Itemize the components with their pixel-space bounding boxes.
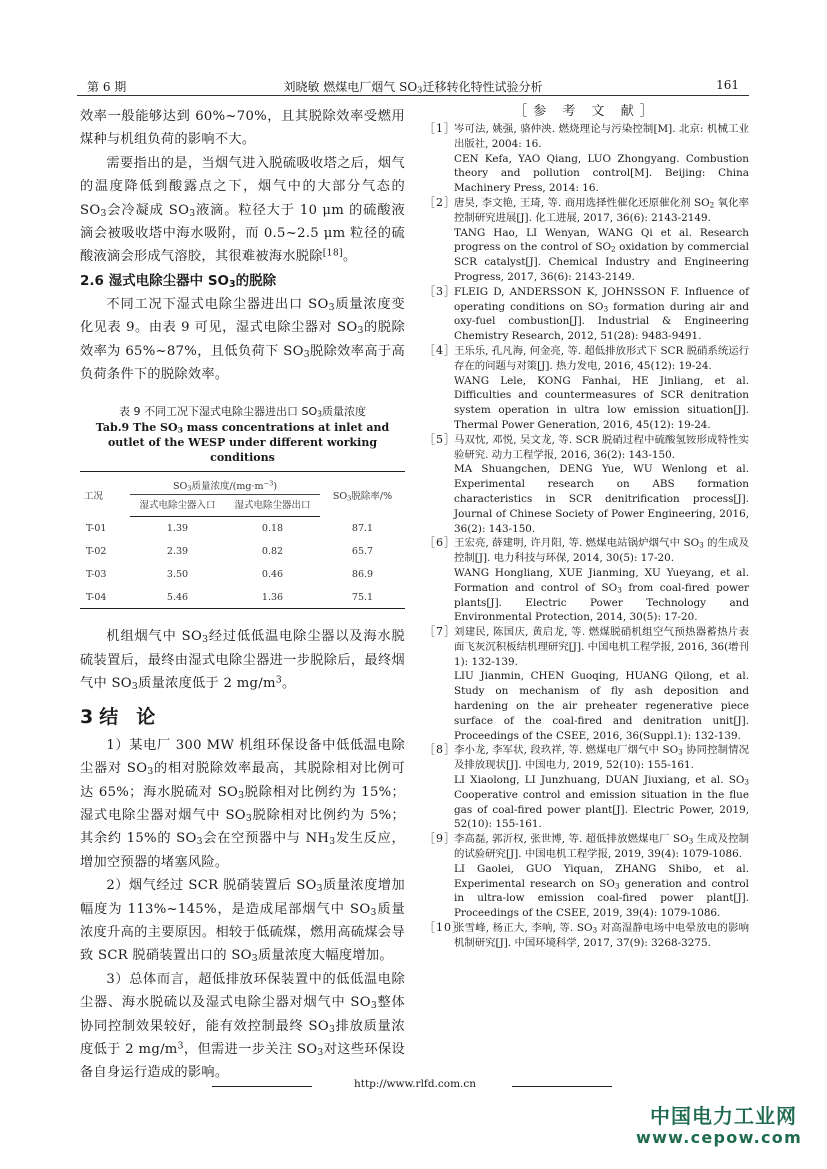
col-header-outlet: 湿式电除尘器出口 [225, 495, 320, 517]
reference-item: ［8］ 李小龙, 李军状, 段玖祥, 等. 燃煤电厂烟气中 $SO_3$ 协同控制情况及排放现状[J]. 中国电力, 2019, 52(10): 155-161. LI Xiaolong, LI Junzhuang, DUAN Jiuxiang, et al. $SO_3$ Cooperative control and emission situation in the flue gas of coal-fired power plant[J]. Electric Power, 2019, 52(10): 155-161. [424, 743, 749, 831]
reference-item: ［3］ FLEIG D, ANDERSSON K, JOHNSSON F. Influence of operating conditions on $SO_3$ formation during air and oxy-fuel combustion[J]. Industrial & Engineering Chemistry Research, 2012, 51(28): 9483-9491. [424, 284, 750, 343]
cell-outlet: 0.18 [261, 523, 284, 535]
watermark-logo-text: 中国电力工业网 [650, 1104, 797, 1128]
references-section [424, 103, 749, 951]
conclusion-2: 2）烟气经过 SCR 脱硝装置后 $SO_3$质量浓度增加幅度为 113%~145%，是造成尾部烟气中 $SO_3$质量浓度升高的主要原因。相较于低硫煤，燃用高硫煤会导致 SCR 脱硝装置出口的 $SO_3$质量浓度大幅度增加。 [80, 878, 405, 965]
col-header-removal: $SO_3$脱除率/% [332, 490, 393, 503]
cell-inlet: 5.46 [166, 591, 189, 603]
left-column [80, 105, 405, 1085]
col-header-inlet: 湿式电除尘器入口 [130, 495, 225, 517]
cell-removal: 75.1 [351, 591, 374, 603]
issue-label: 第 6 期 [87, 80, 127, 94]
cell-inlet: 1.39 [166, 523, 189, 535]
cell-removal: 65.7 [351, 545, 374, 557]
footer-rule-right [512, 1086, 612, 1087]
page-number: 161 [716, 78, 739, 92]
reference-item: ［10］ 张雪峰, 杨正大, 李响, 等. $SO_3$ 对高湿静电场中电晕放电的影响机制研究[J]. 中国环境科学, 2017, 37(9): 3268-3275. [424, 921, 749, 949]
paragraph: 不同工况下湿式电除尘器进出口 $SO_3$质量浓度变化见表 9。由表 9 可见，湿式电除尘器对 $SO_3$的脱除效率为 65%~87%，且低负荷下 $SO_3$脱除效率高于高负荷条件下的脱除效率。 [80, 296, 406, 383]
footer-rule-left [212, 1086, 312, 1087]
cell-condition: T-02 [86, 545, 107, 557]
cell-condition: T-01 [86, 522, 107, 534]
paragraph: 需要指出的是，当烟气进入脱硫吸收塔之后，烟气的温度降低到酸露点之下，烟气中的大部分气态的 $SO_3$会冷凝成 $SO_3$液滴。粒径大于 10 μm 的硫酸液滴会被吸收塔中海水吸附，而 0.5~2.5 μm 粒径的硫酸液滴会形成气溶胶，其很难被海水脱除[18]。 [80, 155, 405, 265]
references-title: ［参 考 文 献］ [514, 104, 659, 119]
reference-item: ［1］ 岑可法, 姚强, 骆仲泱. 燃烧理论与污染控制[M]. 北京: 机械工业出版社, 2004: 16. CEN Kefa, YAO Qiang, LUO Zhongyang. Combustion theory and pollution control[M]. Beijing: China Machinery Press, 2014: 16. [424, 122, 749, 195]
reference-item: ［7］ 刘建民, 陈国庆, 黄启龙, 等. 燃煤脱硝机组空气预热器蓄热片表面飞灰沉积板结机理研究[J]. 中国电机工程学报, 2016, 36(增刊 1): 132-139. LIU Jianmin, CHEN Guoqing, HUANG Qilong, et al. Study on mechanism of fly ash deposition and hardening on the air preheater regenerative piece surface of the coal-fired and denitration unit[J]. Proceedings of the CSEE, 2016, 36(Suppl.1): 132-139. [424, 625, 749, 742]
reference-item: ［6］ 王宏亮, 薛建明, 许月阳, 等. 燃煤电站锅炉烟气中 $SO_3$ 的生成及控制[J]. 电力科技与环保, 2014, 30(5): 17-20. WANG Hongliang, XUE Jianming, XU Yueyang, et al. Formation and control of $SO_3$ from coal-fired power plants[J]. Electric Power Technology and Environmental Protection, 2014, 30(5): 17-20. [424, 536, 749, 624]
table-row [80, 517, 405, 540]
table-row [80, 563, 405, 586]
paragraph: 效率一般能够达到 60%~70%，且其脱除效率受燃用煤种与机组负荷的影响不大。 [80, 109, 405, 148]
reference-item: ［9］ 李高磊, 郭沂权, 张世博, 等. 超低排放燃煤电厂 $SO_3$ 生成及控制的试验研究[J]. 中国电机工程学报, 2019, 39(4): 1079-1086. LI Gaolei, GUO Yiquan, ZHANG Shibo, et al. Experimental research on $SO_3$ generation and control in ultra-low emission coal-fired power plant[J]. Proceedings of the CSEE, 2019, 39(4): 1079-1086. [424, 832, 749, 920]
data-table [80, 471, 405, 609]
running-title: 刘晓敏 燃煤电厂烟气 $SO_3$迁移转化特性试验分析 [283, 80, 543, 95]
table-caption-en: Tab.9 The $SO_3$ mass concentrations at inlet and outlet of the WESP under different working conditions [95, 421, 390, 465]
footer-url[interactable]: http://www.rlfd.com.cn [353, 1078, 477, 1090]
citation: [18] [322, 247, 343, 259]
col-group-header: $SO_3$质量浓度$/(mg\cdot m^{-3})$ [130, 472, 320, 495]
paragraph: 机组烟气中 $SO_3$经过低低温电除尘器以及海水脱硫装置后，最终由湿式电除尘器进一步脱除后，最终烟气中 $SO_3$质量浓度低于 2 $mg/m^3$。 [80, 629, 406, 693]
cell-removal: 87.1 [351, 522, 374, 534]
cell-outlet: 0.82 [261, 545, 284, 557]
cell-removal: 86.9 [351, 568, 374, 580]
cell-condition: T-03 [86, 568, 107, 580]
section-heading-3: 3 结论 [80, 705, 174, 728]
cell-condition: T-04 [86, 591, 107, 603]
cell-outlet: 1.36 [261, 591, 284, 603]
section-heading-2-6: 2.6 湿式电除尘器中 $SO_3$的脱除 [80, 272, 277, 290]
conclusion-1: 1）某电厂 300 MW 机组环保设备中低低温电除尘器对 $SO_3$的相对脱除效率最高，其脱除相对比例可达 65%；海水脱硫对 $SO_3$脱除相对比例约为 15%；湿式电除尘器对烟气中 $SO_3$脱除相对比例约为 5%；其余约 15%的 $SO_3$会在空预器中与 $NH_3$发生反应，增加空预器的堵塞风险。 [80, 737, 405, 870]
table-row [80, 540, 405, 563]
reference-item: ［5］ 马双忱, 邓悦, 吴文龙, 等. SCR 脱硝过程中硫酸氢铵形成特性实验研究. 动力工程学报, 2016, 36(2): 143-150. MA Shuangchen, DENG Yue, WU Wenlong et al. Experimental research on ABS formation characteristics in SCR denitrification process[J]. Journal of Chinese Society of Power Engineering, 2016, 36(2): 143-150. [424, 432, 749, 535]
reference-item: ［4］ 王乐乐, 孔凡海, 何金亮, 等. 超低排放形式下 SCR 脱硝系统运行存在的问题与对策[J]. 热力发电, 2016, 45(12): 19-24. WANG Lele, KONG Fanhai, HE Jinliang, et al. Difficulties and countermeasures of SCR denitration system operation in ultra low emission situation[J]. Thermal Power Generation, 2016, 45(12): 19-24. [424, 343, 749, 431]
conclusion-3: 3）总体而言，超低排放环保装置中的低低温电除尘器、海水脱硫以及湿式电除尘器对烟气中 $SO_3$整体协同控制效果较好，能有效控制最终 $SO_3$排放质量浓度低于 2 $mg/m^3$，但需进一步关注 $SO_3$对这些环保设备自身运行造成的影响。 [80, 971, 405, 1081]
col-header-condition: 工况 [84, 490, 104, 502]
watermark-url[interactable]: www.cepow.com [636, 1128, 803, 1147]
cell-inlet: 2.39 [166, 545, 189, 557]
table-caption-cn: 表 9 不同工况下湿式电除尘器进出口 $SO_3$质量浓度 [118, 405, 367, 419]
table-row [80, 586, 405, 609]
running-header [77, 74, 749, 96]
cell-inlet: 3.50 [166, 568, 189, 580]
reference-item: ［2］ 唐昊, 李文艳, 王琦, 等. 商用选择性催化还原催化剂 $SO_2$ 氧化率控制研究进展[J]. 化工进展, 2017, 36(6): 2143-2149. TANG Hao, LI Wenyan, WANG Qi et al. Research progress on the control of $SO_2$ oxidation by commercial SCR catalyst[J]. Chemical Industry and Engineering Progress, 2017, 36(6): 2143-2149. [424, 195, 749, 283]
cell-outlet: 0.46 [261, 568, 284, 580]
